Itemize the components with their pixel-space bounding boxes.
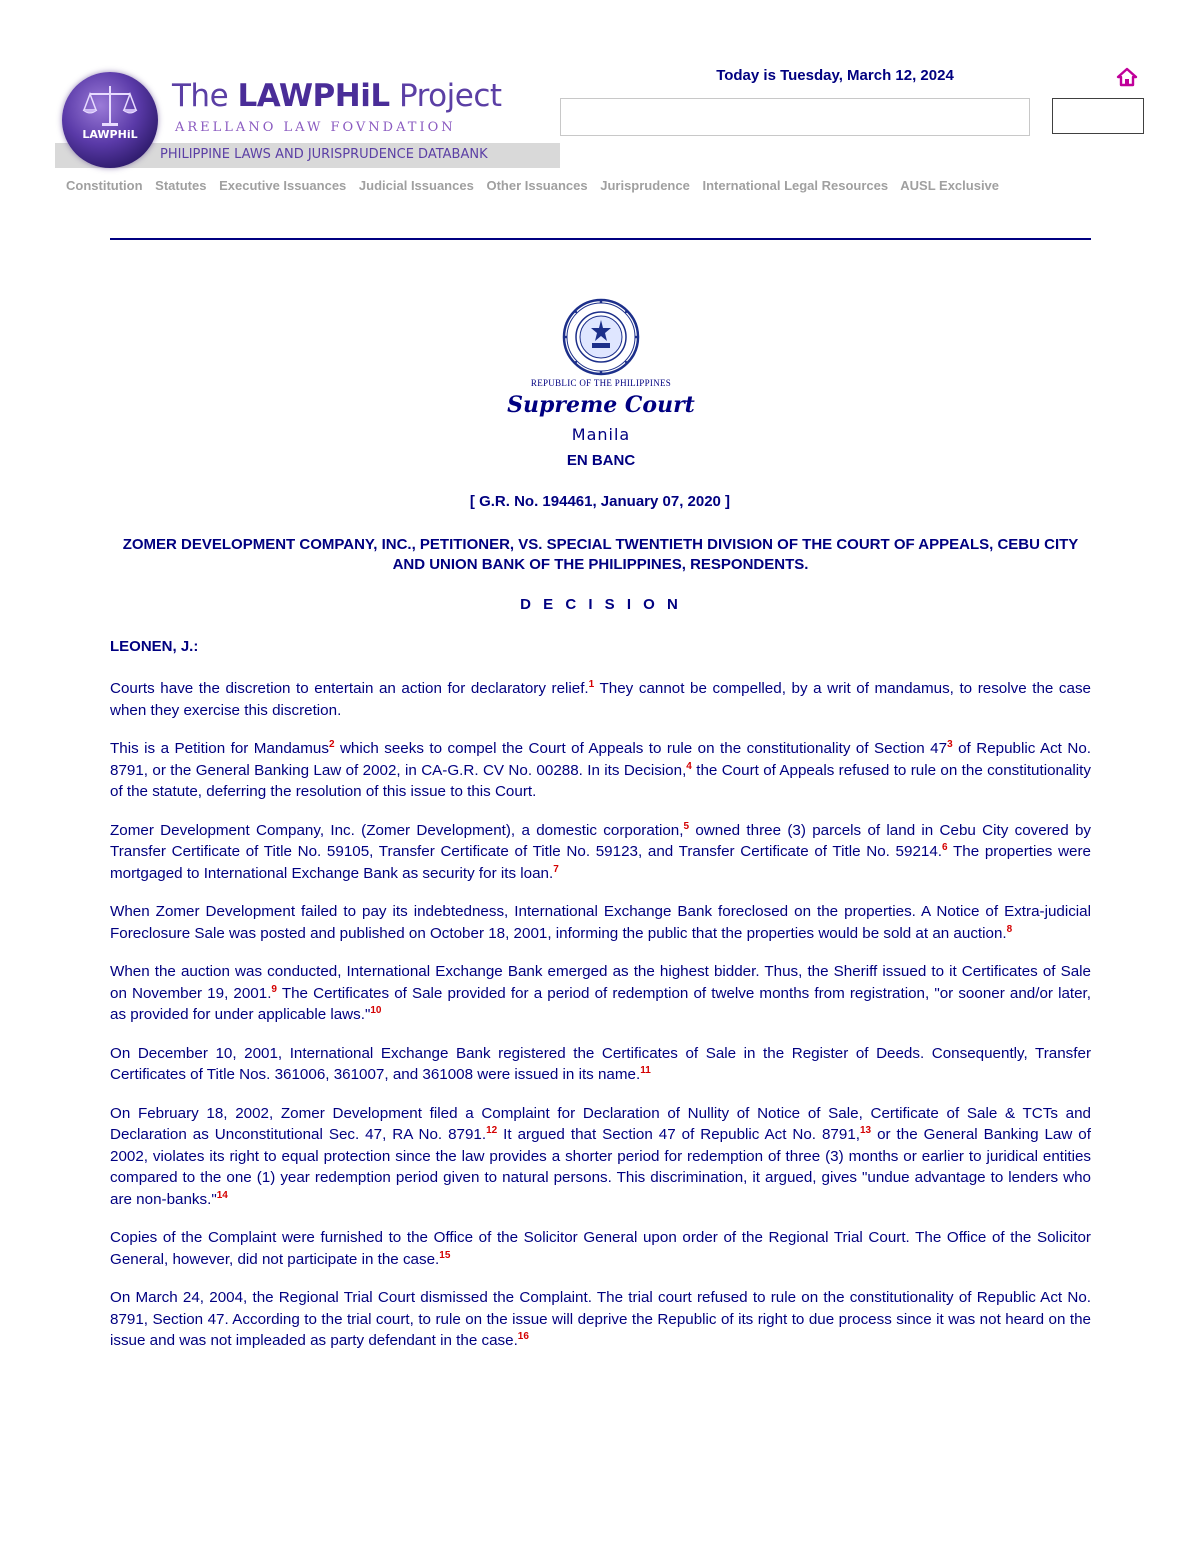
search-input[interactable]: [560, 98, 1030, 136]
footnote-link[interactable]: 9: [271, 983, 277, 995]
nav-constitution[interactable]: Constitution: [66, 178, 143, 193]
site-title-bold: LAWPHiL: [237, 78, 390, 114]
paragraph-text: The Certificates of Sale provided for a period of redemption of twelve months from registration, "or sooner and/or later, as provided for under applicable laws.": [110, 984, 1091, 1023]
nav-jurisprudence[interactable]: Jurisprudence: [600, 178, 690, 193]
paragraph-text: On February 18, 2002, Zomer Development filed a Complaint for Declaration of Nullity of Notice of Sale, Certificate of Sale & TCTs and Declaration as Unconstitutional Sec. 47, RA No. 8791.: [110, 1104, 1091, 1143]
paragraph-text: This is a Petition for Mandamus: [110, 740, 329, 757]
decision-paragraph: [110, 1043, 1091, 1086]
site-title[interactable]: [172, 78, 502, 114]
supreme-court-seal-icon: [562, 298, 640, 376]
case-number: [ G.R. No. 194461, January 07, 2020 ]: [469, 493, 731, 510]
nav-other-issuances[interactable]: Other Issuances: [486, 178, 588, 193]
ponente: LEONEN, J.:: [110, 638, 199, 655]
paragraph-text: of Republic Act No. 8791, or the General Banking Law of 2002, in CA-G.R. CV No. 00288. In its Decision,: [110, 740, 1091, 779]
decision-paragraph: [110, 678, 1091, 721]
paragraph-text: The properties were mortgaged to International Exchange Bank as security for its loan.: [110, 843, 1091, 882]
decision-paragraph: [110, 1287, 1091, 1352]
footnote-link[interactable]: 12: [486, 1124, 498, 1136]
footnote-link[interactable]: 15: [439, 1249, 451, 1261]
paragraph-text: When Zomer Development failed to pay its indebtedness, International Exchange Bank foreclosed on the properties. A Notice of Extra-judicial Foreclosure Sale was posted and published on October 18, 2001, informing the public that the properties would be sold at an auction.: [110, 903, 1091, 942]
footnote-link[interactable]: 13: [860, 1124, 872, 1136]
footnote-link[interactable]: 8: [1006, 923, 1013, 935]
decision-label: D E C I S I O N: [520, 596, 682, 613]
nav-ausl-exclusive[interactable]: AUSL Exclusive: [900, 178, 1000, 193]
header-divider: [110, 238, 1091, 240]
paragraph-text: It argued that Section 47 of Republic Act No. 8791,: [497, 1126, 860, 1143]
nav-international-legal-resources[interactable]: International Legal Resources: [702, 178, 889, 193]
logo-mini-text: LAWPHiL: [82, 128, 138, 141]
paragraph-text: They cannot be compelled, by a writ of mandamus, to resolve the case when they exercise this discretion.: [110, 680, 1091, 719]
republic-heading: REPUBLIC OF THE PHILIPPINES: [530, 378, 672, 388]
site-title-suffix: Project: [389, 78, 502, 114]
decision-body: [110, 678, 1091, 1369]
site-subtitle: ARELLANO LAW FOVNDATION: [175, 120, 456, 135]
footnote-link[interactable]: 2: [328, 738, 335, 750]
paragraph-text: which seeks to compel the Court of Appeals to rule on the constitutionality of Section 47: [334, 740, 948, 757]
paragraph-text: owned three (3) parcels of land in Cebu City covered by Transfer Certificate of Title No. 59105, Transfer Certificate of Title No. 59123, and Transfer Certificate of Title No. 59214.: [110, 821, 1092, 860]
paragraph-text: or the General Banking Law of 2002, violates its right to equal protection since the law provides a shorter period for redemption of three (3) months or earlier to juridical entities compared to the one (1) year redemption period given to natural persons. This discrimination, it argued, gives "undue advantage to lenders who are non-banks.": [110, 1126, 1091, 1208]
footnote-link[interactable]: 14: [216, 1189, 228, 1201]
case-title: ZOMER DEVELOPMENT COMPANY, INC., PETITIONER, VS. SPECIAL TWENTIETH DIVISION OF THE COURT OF APPEALS, CEBU CITY AND UNION BANK OF THE PHILIPPINES, RESPONDENTS.: [122, 536, 1079, 573]
footnote-link[interactable]: 7: [553, 863, 559, 875]
nav-judicial-issuances[interactable]: Judicial Issuances: [358, 178, 474, 193]
paragraph-text: Zomer Development Company, Inc. (Zomer Development), a domestic corporation,: [110, 821, 684, 839]
paragraph-text: Courts have the discretion to entertain an action for declaratory relief.: [110, 680, 589, 697]
footnote-link[interactable]: 4: [686, 760, 692, 772]
site-title-prefix: The: [172, 78, 238, 114]
decision-paragraph: [110, 738, 1091, 803]
court-division: EN BANC: [566, 452, 636, 469]
current-date: Today is Tuesday, March 12, 2024: [716, 67, 954, 84]
footnote-link[interactable]: 11: [640, 1064, 651, 1076]
main-nav: [66, 178, 1146, 193]
search-button[interactable]: [1052, 98, 1144, 134]
footnote-link[interactable]: 6: [942, 841, 948, 853]
paragraph-text: the Court of Appeals refused to rule on the constitutionality of the statute, deferring the resolution of this issue to this Court.: [110, 761, 1091, 800]
footnote-link[interactable]: 16: [517, 1330, 529, 1342]
paragraph-text: When the auction was conducted, International Exchange Bank emerged as the highest bidder. Thus, the Sheriff issued to it Certificates of Sale on November 19, 2001.: [110, 963, 1091, 1002]
home-icon[interactable]: [1116, 67, 1138, 87]
court-city: Manila: [571, 425, 631, 444]
footnote-link[interactable]: 10: [370, 1004, 382, 1016]
decision-paragraph: [110, 961, 1091, 1026]
court-name: Supreme Court: [507, 392, 695, 418]
nav-executive-issuances[interactable]: Executive Issuances: [219, 178, 347, 193]
site-tagline: PHILIPPINE LAWS AND JURISPRUDENCE DATABANK: [160, 147, 488, 162]
decision-paragraph: [110, 1227, 1091, 1270]
decision-paragraph: [110, 820, 1091, 885]
decision-paragraph: [110, 901, 1091, 944]
decision-paragraph: [110, 1103, 1091, 1211]
nav-statutes[interactable]: Statutes: [155, 178, 207, 193]
paragraph-text: Copies of the Complaint were furnished to the Office of the Solicitor General upon order of the Regional Trial Court. The Office of the Solicitor General, however, did not participate in the case.: [110, 1229, 1091, 1268]
footnote-link[interactable]: 1: [588, 678, 595, 690]
footnote-link[interactable]: 5: [683, 820, 690, 832]
paragraph-text: On December 10, 2001, International Exchange Bank registered the Certificates of Sale in the Register of Deeds. Consequently, Transfer Certificates of Title Nos. 361006, 361007, and 361008 were issued in its name.: [110, 1044, 1091, 1083]
paragraph-text: On March 24, 2004, the Regional Trial Court dismissed the Complaint. The trial court refused to rule on the constitutionality of Republic Act No. 8791, Section 47. According to the trial court, to rule on the issue will deprive the Republic of its right to due process since it was not heard on the issue and was not impleaded as party defendant in the case.: [110, 1289, 1091, 1349]
footnote-link[interactable]: 3: [947, 738, 953, 750]
